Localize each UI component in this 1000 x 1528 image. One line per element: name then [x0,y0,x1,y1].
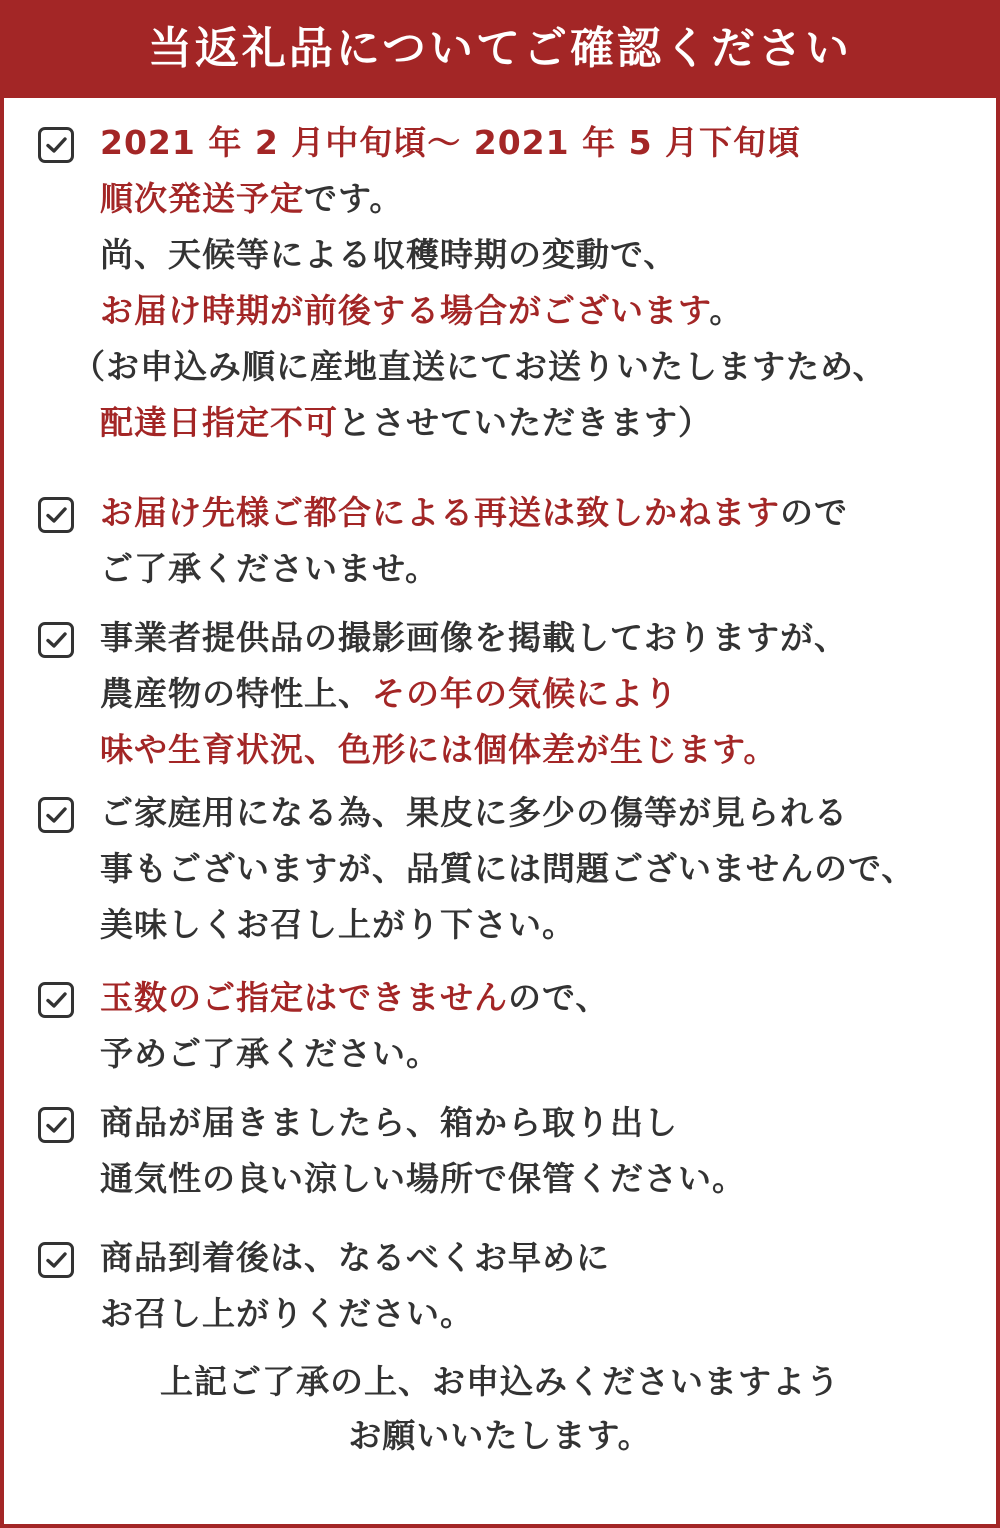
body-text: ご家庭用になる為、果皮に多少の傷等が見られる [100,793,848,832]
body-text: 事業者提供品の撮影画像を掲載しておりますが、 [100,618,848,657]
checkbox-checked-icon [38,797,74,833]
notice-line [100,1095,746,1151]
highlighted-text: 玉数のご指定はできません [100,978,508,1017]
checkbox-checked-icon [38,127,74,163]
closing-message [0,1355,1000,1463]
closing-line-2: お願いいたします。 [348,1416,652,1455]
notice-line [100,841,915,897]
notice-line [100,610,848,666]
highlighted-text: その年の気候により [372,674,678,713]
notice-text [100,785,915,953]
body-text: （お申込み順に産地直送にてお送りいたしますため、 [72,347,887,386]
highlighted-text: 配達日指定不可 [100,403,338,442]
body-text: 商品到着後は、なるべくお早めに [100,1238,610,1277]
notice-line [100,722,848,778]
body-text: 美味しくお召し上がり下さい。 [100,905,576,944]
page-title: 当返礼品についてご確認ください [0,0,1000,98]
notice-line [72,339,887,395]
notice-line [100,171,887,227]
notice-text [100,485,848,597]
checkbox-checked-icon [38,982,74,1018]
checkbox-checked-icon [38,1242,74,1278]
body-text: 農産物の特性上、 [100,674,372,713]
body-text: 通気性の良い涼しい場所で保管ください。 [100,1159,746,1198]
notice-text [100,610,848,778]
notice-line [100,970,609,1026]
notice-line [100,1286,610,1342]
notice-text [100,1230,610,1342]
notice-line [100,1151,746,1207]
notice-line [100,666,848,722]
body-text: ので、 [508,978,610,1017]
notice-line [100,785,915,841]
checkbox-checked-icon [38,622,74,658]
body-text: ご了承くださいませ。 [100,549,440,588]
notice-line [100,115,887,171]
notice-text [72,115,887,451]
body-text: とさせていただきます） [338,403,712,442]
body-text: 予めご了承ください。 [100,1034,440,1073]
body-text: 尚、天候等による収穫時期の変動で、 [100,235,678,274]
body-text: ので [780,493,848,532]
notice-line [100,283,887,339]
notice-line [100,897,915,953]
checkbox-checked-icon [38,1107,74,1143]
notice-line [100,541,848,597]
notice-text [100,970,609,1082]
highlighted-text: お届け時期が前後する場合がございます [100,291,710,330]
notice-line [100,1026,609,1082]
body-text: 。 [709,291,744,330]
body-text: お召し上がりください。 [100,1294,474,1333]
body-text: 事もございますが、品質には問題ございませんので、 [100,849,916,888]
closing-line-1: 上記ご了承の上、お申込みくださいますよう [160,1362,840,1401]
body-text: です。 [304,179,404,218]
highlighted-text: 2021 年 2 月中旬頃〜 2021 年 5 月下旬頃 [100,123,802,162]
highlighted-text: 味や生育状況、色形には個体差が生じます。 [100,730,778,769]
highlighted-text: お届け先様ご都合による再送は致しかねます [100,493,780,532]
highlighted-text: 順次発送予定 [100,179,304,218]
notice-line [100,485,848,541]
notice-line [100,1230,610,1286]
body-text: 商品が届きましたら、箱から取り出し [100,1103,678,1142]
notice-line [100,227,887,283]
notice-text [100,1095,746,1207]
checkbox-checked-icon [38,497,74,533]
notice-line [100,395,887,451]
